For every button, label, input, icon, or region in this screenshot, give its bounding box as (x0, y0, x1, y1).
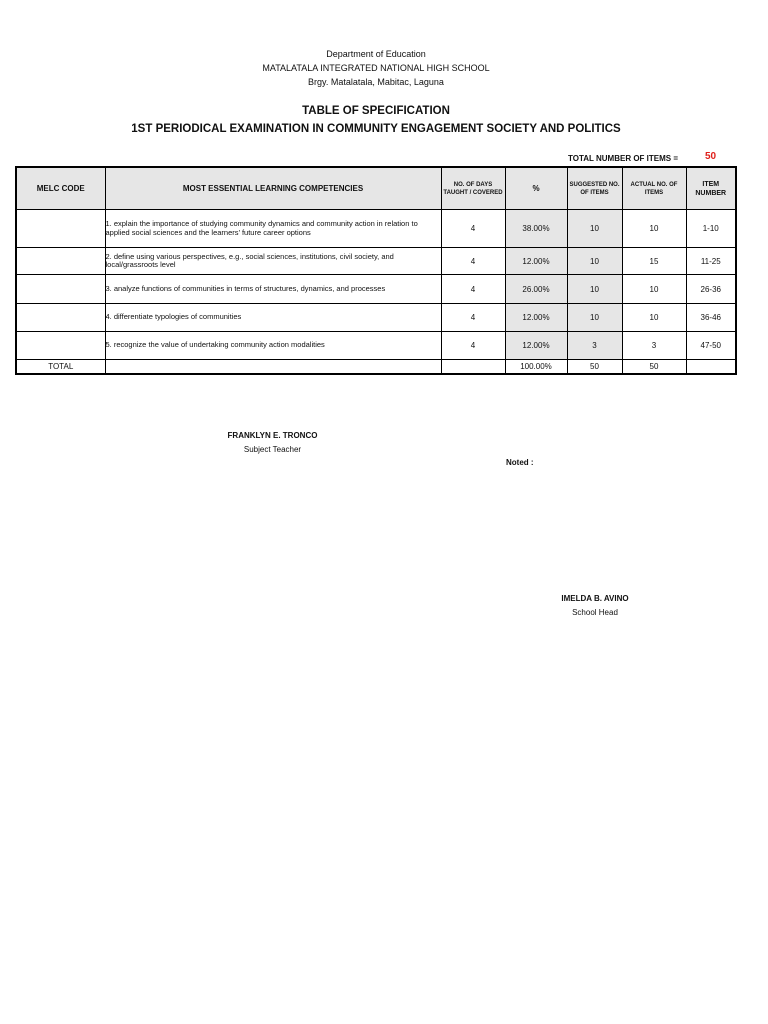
specification-table (15, 166, 737, 375)
head-signature (535, 594, 655, 617)
table-row (16, 210, 736, 248)
suggested-cell: 10 (567, 304, 622, 332)
department-heading: Department of Education (326, 49, 426, 59)
item-number-cell: 11-25 (686, 248, 736, 275)
days-cell: 4 (441, 248, 505, 275)
melc-cell (16, 275, 105, 304)
teacher-name: FRANKLYN E. TRONCO (227, 431, 318, 440)
competency-cell: 2. define using various perspectives, e.g., social sciences, institutions, civil society, and local/grassroots level (105, 248, 441, 275)
suggested-cell: 3 (567, 332, 622, 360)
col-item-number: ITEM NUMBER (686, 167, 736, 210)
percent-cell: 12.00% (505, 332, 567, 360)
suggested-cell: 10 (567, 210, 622, 248)
percent-cell: 12.00% (505, 248, 567, 275)
totals-actual: 50 (622, 360, 686, 375)
melc-cell (16, 248, 105, 275)
total-items-value: 50 (705, 151, 717, 162)
teacher-role: Subject Teacher (243, 445, 302, 454)
days-cell: 4 (441, 304, 505, 332)
totals-row (16, 360, 736, 375)
document-title: TABLE OF SPECIFICATION (302, 105, 450, 117)
total-items-label: TOTAL NUMBER OF ITEMS = (568, 154, 679, 163)
col-days: NO. OF DAYS TAUGHT / COVERED (441, 167, 505, 210)
percent-cell: 26.00% (505, 275, 567, 304)
table-header-row (16, 167, 736, 210)
head-name: IMELDA B. AVINO (561, 594, 629, 603)
table-row (16, 275, 736, 304)
actual-cell: 10 (622, 275, 686, 304)
percent-cell: 12.00% (505, 304, 567, 332)
competency-cell: 3. analyze functions of communities in terms of structures, dynamics, and processes (105, 275, 441, 304)
totals-days (441, 360, 505, 375)
noted-label: Noted : (506, 458, 534, 467)
totals-suggested: 50 (567, 360, 622, 375)
col-suggested: SUGGESTED NO. OF ITEMS (567, 167, 622, 210)
item-number-cell: 47-50 (686, 332, 736, 360)
actual-cell: 15 (622, 248, 686, 275)
suggested-cell: 10 (567, 275, 622, 304)
totals-percent: 100.00% (505, 360, 567, 375)
percent-cell: 38.00% (505, 210, 567, 248)
actual-cell: 10 (622, 304, 686, 332)
days-cell: 4 (441, 275, 505, 304)
days-cell: 4 (441, 332, 505, 360)
col-actual: ACTUAL NO. OF ITEMS (622, 167, 686, 210)
totals-label: TOTAL (16, 360, 105, 375)
days-cell: 4 (441, 210, 505, 248)
totals-item-number (686, 360, 736, 375)
item-number-cell: 1-10 (686, 210, 736, 248)
item-number-cell: 36-46 (686, 304, 736, 332)
head-role: School Head (572, 608, 618, 617)
table-row (16, 248, 736, 275)
competency-cell: 5. recognize the value of undertaking community action modalities (105, 332, 441, 360)
actual-cell: 3 (622, 332, 686, 360)
totals-empty (105, 360, 441, 375)
item-number-cell: 26-36 (686, 275, 736, 304)
col-competencies: MOST ESSENTIAL LEARNING COMPETENCIES (105, 167, 441, 210)
school-address: Brgy. Matalatala, Mabitac, Laguna (308, 77, 444, 87)
col-percent: % (505, 167, 567, 210)
melc-cell (16, 304, 105, 332)
col-melc-code: MELC CODE (16, 167, 105, 210)
actual-cell: 10 (622, 210, 686, 248)
exam-title: 1ST PERIODICAL EXAMINATION IN COMMUNITY ENGAGEMENT SOCIETY AND POLITICS (131, 123, 621, 135)
competency-cell: 4. differentiate typologies of communities (105, 304, 441, 332)
suggested-cell: 10 (567, 248, 622, 275)
competency-cell: 1. explain the importance of studying community dynamics and community action in relation to applied social sciences and the learners’ future career options (105, 210, 441, 248)
table-row (16, 332, 736, 360)
teacher-signature (200, 431, 345, 454)
melc-cell (16, 332, 105, 360)
table-row (16, 304, 736, 332)
melc-cell (16, 210, 105, 248)
school-name: MATALATALA INTEGRATED NATIONAL HIGH SCHOOL (262, 63, 490, 73)
